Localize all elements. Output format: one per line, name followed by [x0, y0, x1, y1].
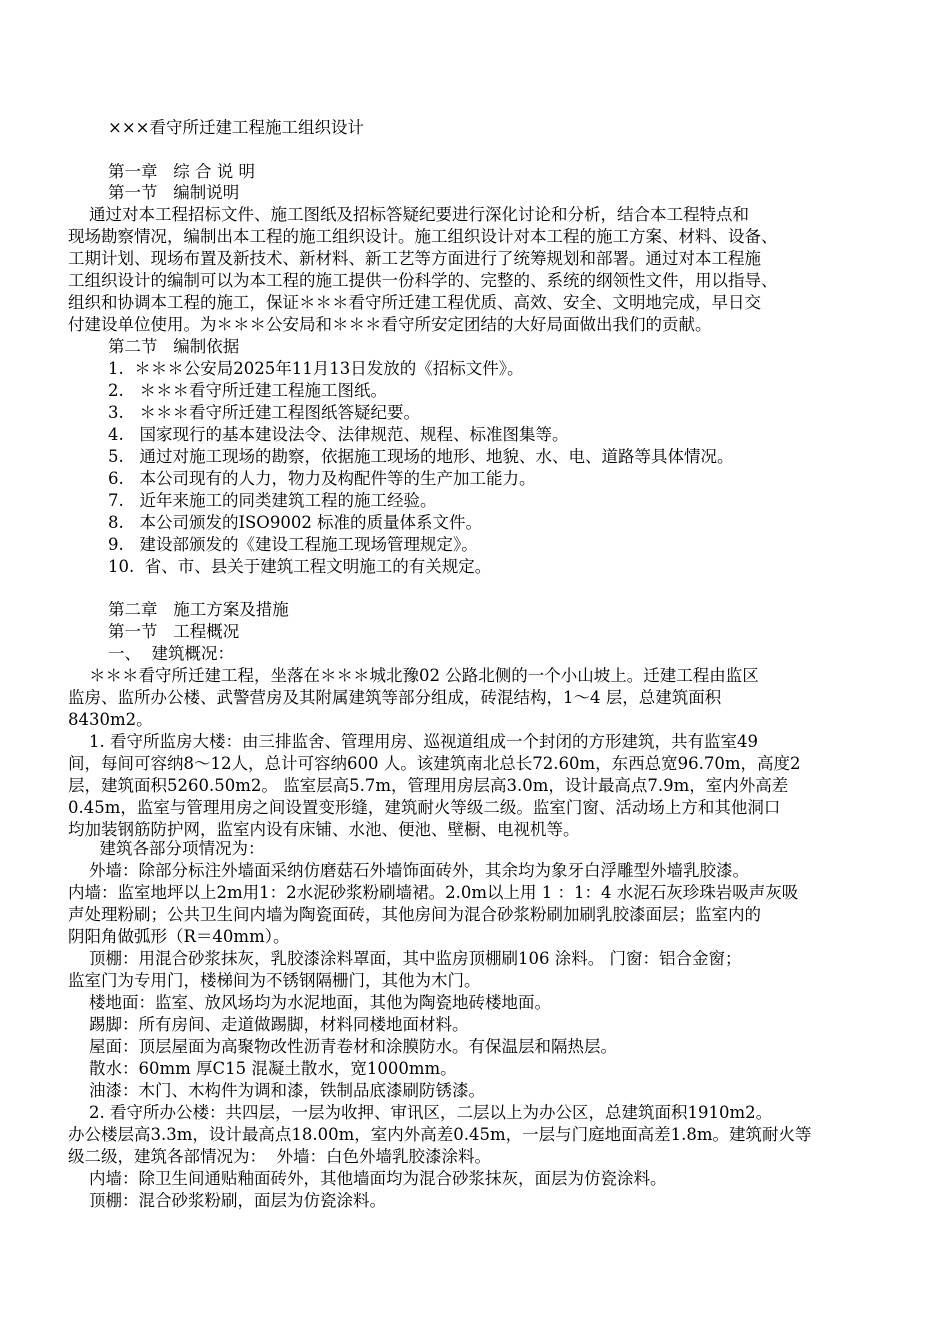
list-item: 5. 通过对施工现场的勘察，依据施工现场的地形、地貌、水、电、道路等具体情况。 — [108, 447, 734, 466]
paragraph-line: 屋面：顶层屋面为高聚物改性沥青卷材和涂膜防水。有保温层和隔热层。 — [68, 1037, 617, 1056]
paragraph-line: 散水：60mm 厚C15 混凝土散水，宽1000mm。 — [68, 1059, 457, 1078]
list-item: 1. ＊＊＊公安局2025年11月13日发放的《招标文件》。 — [108, 359, 524, 378]
paragraph-line: 建筑各部分项情况为： — [68, 839, 265, 858]
paragraph-line: 层，建筑面积5260.50m2。 监室层高5.7m，管理用房层高3.0m，设计最高点7.9m，室内外高差 — [68, 776, 789, 795]
list-item: 10. 省、市、县关于建筑工程文明施工的有关规定。 — [108, 557, 492, 576]
paragraph-line: 顶棚：混合砂浆粉刷，面层为仿瓷涂料。 — [68, 1191, 386, 1210]
paragraph-line: 付建设单位使用。为＊＊＊公安局和＊＊＊看守所安定团结的大好局面做出我们的贡献。 — [68, 315, 712, 334]
paragraph-line: 2. 看守所办公楼：共四层，一层为收押、审讯区，二层以上为办公区，总建筑面积1910m2。 — [68, 1103, 773, 1122]
list-item: 4. 国家现行的基本建设法令、法律规范、规程、标准图集等。 — [108, 425, 569, 444]
paragraph-line: 间，每间可容纳8～12人，总计可容纳600 人。该建筑南北总长72.60m，东西总宽96.70m，高度2 — [68, 754, 801, 773]
document-title: ×××看守所迁建工程施工组织设计 — [108, 118, 364, 137]
paragraph-line: 顶棚：用混合砂浆抹灰，乳胶漆涂料罩面，其中监房顶棚刷106 涂料。 门窗：铝合金窗； — [68, 949, 742, 968]
section-1-heading: 第一节 编制说明 — [108, 183, 240, 202]
paragraph-line: 阴阳角做弧形（R＝40mm）。 — [68, 927, 290, 946]
paragraph-line: 踢脚：所有房间、走道做踢脚，材料同楼地面材料。 — [68, 1015, 469, 1034]
list-item: 6. 本公司现有的人力，物力及构配件等的生产加工能力。 — [108, 469, 536, 488]
section-2-heading: 第二节 编制依据 — [108, 337, 240, 356]
chapter-2-heading: 第二章 施工方案及措施 — [108, 600, 289, 619]
paragraph-line: 现场勘察情况，编制出本工程的施工组织设计。施工组织设计对本工程的施工方案、材料、设备、 — [68, 227, 778, 246]
paragraph-line: 0.45m，监室与管理用房之间设置变形缝，建筑耐火等级二级。监室门窗、活动场上方和其他洞口 — [68, 798, 781, 817]
paragraph-line: 外墙：除部分标注外墙面采纳仿磨菇石外墙饰面砖外，其余均为象牙白浮雕型外墙乳胶漆。 — [68, 861, 749, 880]
chapter-1-heading: 第一章 综 合 说 明 — [108, 162, 255, 181]
paragraph-line: 8430m2。 — [68, 710, 153, 729]
subsection-heading: 一、 建筑概况： — [108, 644, 234, 663]
paragraph-line: 监室门为专用门，楼梯间为不锈钢隔栅门，其他为木门。 — [68, 971, 481, 990]
paragraph-line: 1. 看守所监房大楼：由三排监舍、管理用房、巡视道组成一个封闭的方形建筑，共有监室49 — [68, 732, 758, 751]
list-item: 2. ＊＊＊看守所迁建工程施工图纸。 — [108, 381, 387, 400]
paragraph-line: 通过对本工程招标文件、施工图纸及招标答疑纪要进行深化讨论和分析，结合本工程特点和 — [68, 205, 749, 224]
list-item: 9. 建设部颁发的《建设工程施工现场管理规定》。 — [108, 535, 478, 554]
paragraph-line: 内墙：监室地坪以上2m用1：2水泥砂浆粉刷墙裙。2.0m以上用 1 ：1：4 水泥石灰珍珠岩吸声灰吸 — [68, 883, 799, 902]
paragraph-line: 办公楼层高3.3m，设计最高点18.00m，室内外高差0.45m，一层与门庭地面高差1.8m。建筑耐火等 — [68, 1125, 812, 1144]
paragraph-line: 楼地面：监室、放风场均为水泥地面，其他为陶瓷地砖楼地面。 — [68, 993, 551, 1012]
paragraph-line: ＊＊＊看守所迁建工程，坐落在＊＊＊城北豫02 公路北侧的一个小山坡上。迁建工程由监区 — [68, 666, 759, 685]
paragraph-line: 内墙：除卫生间通贴釉面砖外，其他墙面均为混合砂浆抹灰，面层为仿瓷涂料。 — [68, 1169, 667, 1188]
paragraph-line: 工期计划、现场布置及新技术、新材料、新工艺等方面进行了统筹规划和部署。通过对本工程施 — [68, 249, 761, 268]
list-item: 7. 近年来施工的同类建筑工程的施工经验。 — [108, 491, 437, 510]
paragraph-line: 均加装钢筋防护网，监室内设有床铺、水池、便池、壁橱、电视机等。 — [68, 820, 580, 839]
paragraph-line: 油漆：木门、木构件为调和漆，铁制品底漆刷防锈漆。 — [68, 1081, 485, 1100]
paragraph-line: 组织和协调本工程的施工，保证＊＊＊看守所迁建工程优质、高效、安全、文明地完成，早日交 — [68, 293, 761, 312]
list-item: 8. 本公司颁发的ISO9002 标准的质量体系文件。 — [108, 513, 483, 532]
paragraph-line: 工组织设计的编制可以为本工程的施工提供一份科学的、完整的、系统的纲领性文件，用以指导、 — [68, 271, 778, 290]
paragraph-line: 监房、监所办公楼、武警营房及其附属建筑等部分组成，砖混结构，1～4 层，总建筑面积 — [68, 688, 722, 707]
list-item: 3. ＊＊＊看守所迁建工程图纸答疑纪要。 — [108, 403, 420, 422]
paragraph-line: 声处理粉刷；公共卫生间内墙为陶瓷面砖，其他房间为混合砂浆粉刷加刷乳胶漆面层；监室内的 — [68, 905, 761, 924]
section-heading: 第一节 工程概况 — [108, 622, 240, 641]
paragraph-line: 级二级，建筑各部情况为： 外墙：白色外墙乳胶漆涂料。 — [68, 1147, 491, 1166]
